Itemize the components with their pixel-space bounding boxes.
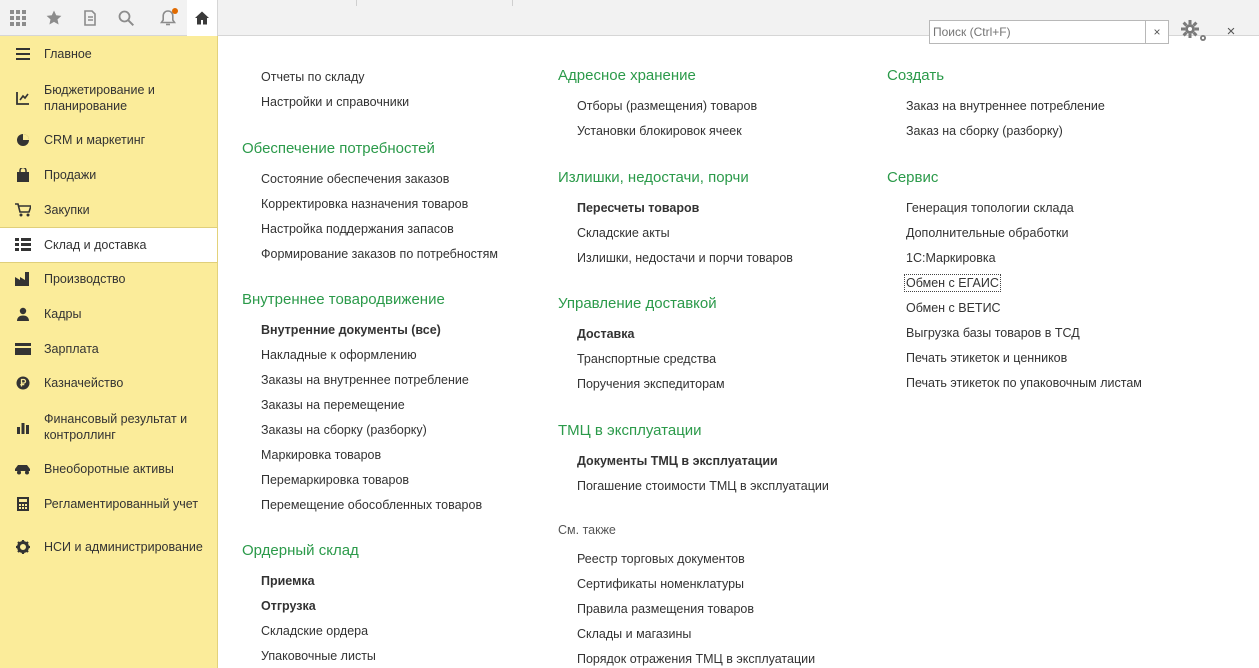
link-item[interactable]: Доставка [577, 327, 635, 341]
link-item[interactable]: Реестр торговых документов [577, 552, 745, 566]
sidebar-item-label: Бюджетирование и планирование [44, 83, 155, 113]
sidebar-item-hr[interactable] [0, 304, 217, 324]
gear-icon [14, 538, 32, 556]
home-button[interactable] [187, 0, 218, 36]
link-item[interactable]: Погашение стоимости ТМЦ в эксплуатации [577, 479, 829, 493]
link-item[interactable]: Поручения экспедиторам [577, 377, 725, 391]
sidebar-item-crm[interactable] [0, 130, 217, 150]
pie-icon [14, 131, 32, 149]
star-icon[interactable] [36, 0, 72, 36]
person-icon [14, 305, 32, 323]
link-item[interactable]: Склады и магазины [577, 627, 692, 641]
link-item[interactable]: Излишки, недостачи и порчи товаров [577, 251, 793, 265]
link-item[interactable]: Заказ на сборку (разборку) [906, 124, 1063, 138]
sidebar-item-label: Регламентированный учет [44, 497, 199, 511]
history-icon[interactable] [72, 0, 108, 36]
card-icon [14, 340, 32, 358]
settings-gear-button[interactable] [1179, 18, 1209, 44]
link-item[interactable]: Перемаркировка товаров [261, 473, 410, 487]
grid-icon [14, 236, 32, 254]
sidebar-item-label: Казначейство [44, 376, 124, 390]
sidebar-item-financial-result[interactable] [0, 409, 217, 445]
link-item[interactable]: 1С:Маркировка [906, 251, 996, 265]
link-item[interactable]: Заказ на внутреннее потребление [906, 99, 1105, 113]
sidebar-item-main[interactable] [0, 44, 217, 64]
car-icon [14, 460, 32, 478]
link-item[interactable]: Настройка поддержания запасов [261, 222, 454, 236]
sidebar-item-label: CRM и маркетинг [44, 133, 146, 147]
sidebar-item-warehouse[interactable] [0, 227, 217, 263]
section-heading: Сервис [887, 169, 939, 186]
link-item[interactable]: Генерация топологии склада [906, 201, 1074, 215]
apps-grid-icon[interactable] [0, 0, 36, 36]
link-warehouse-reports[interactable]: Отчеты по складу [261, 70, 365, 84]
sidebar-item-label: Склад и доставка [44, 238, 147, 252]
link-item[interactable]: Отборы (размещения) товаров [577, 99, 758, 113]
sidebar-item-fixed-assets[interactable] [0, 459, 217, 479]
close-icon: × [1226, 22, 1236, 40]
link-item[interactable]: Дополнительные обработки [906, 226, 1069, 240]
link-item[interactable]: Печать этикеток и ценников [906, 351, 1068, 365]
see-also-heading: См. также [558, 523, 616, 537]
section-heading: Управление доставкой [558, 295, 717, 312]
sidebar-item-label: Продажи [44, 168, 97, 182]
bar-chart-icon [14, 418, 32, 436]
tab-separator [512, 0, 513, 6]
link-item[interactable]: Складские акты [577, 226, 670, 240]
sidebar-item-purchases[interactable] [0, 200, 217, 220]
clear-icon: × [1153, 25, 1161, 39]
link-item[interactable]: Обмен с ВЕТИС [906, 301, 1001, 315]
section-heading: Излишки, недостачи, порчи [558, 169, 749, 186]
link-item[interactable]: Приемка [261, 574, 315, 588]
link-item[interactable]: Порядок отражения ТМЦ в эксплуатации [577, 652, 816, 666]
tab-separator [356, 0, 357, 6]
search-icon[interactable] [108, 0, 144, 36]
bag-icon [14, 166, 32, 184]
link-item[interactable]: Печать этикеток по упаковочным листам [906, 376, 1142, 390]
bell-icon[interactable] [150, 0, 186, 36]
section-heading: Обеспечение потребностей [242, 140, 435, 157]
close-panel-button[interactable] [1222, 22, 1240, 40]
link-item[interactable]: Пересчеты товаров [577, 201, 700, 215]
sidebar-item-regulated-accounting[interactable] [0, 494, 217, 514]
chart-budget-icon [14, 89, 32, 107]
settings-gear-icon [1179, 18, 1209, 44]
sidebar-item-production[interactable] [0, 269, 217, 289]
sidebar-item-sales[interactable] [0, 165, 217, 185]
link-item[interactable]: Правила размещения товаров [577, 602, 755, 616]
link-item[interactable]: Заказы на сборку (разборку) [261, 423, 427, 437]
sidebar-item-treasury[interactable] [0, 373, 217, 393]
calculator-icon [14, 495, 32, 513]
link-item[interactable]: Заказы на внутреннее потребление [261, 373, 469, 387]
link-item[interactable]: Перемещение обособленных товаров [261, 498, 483, 512]
link-item[interactable]: Складские ордера [261, 624, 369, 638]
link-settings-catalogs[interactable]: Настройки и справочники [261, 95, 410, 109]
link-item[interactable]: Упаковочные листы [261, 649, 376, 663]
link-item[interactable]: Документы ТМЦ в эксплуатации [577, 454, 778, 468]
sidebar-item-label: Кадры [44, 307, 82, 321]
sidebar [0, 36, 218, 668]
section-heading: Адресное хранение [558, 67, 696, 84]
notification-dot [172, 8, 178, 14]
search-input-box[interactable] [929, 20, 1148, 44]
sidebar-item-label: НСИ и администрирование [44, 540, 203, 554]
link-item[interactable]: Формирование заказов по потребностям [261, 247, 499, 261]
link-item[interactable]: Выгрузка базы товаров в ТСД [906, 326, 1080, 340]
link-item[interactable]: Установки блокировок ячеек [577, 124, 742, 138]
sidebar-item-label: Зарплата [44, 342, 99, 356]
factory-icon [14, 270, 32, 288]
link-item[interactable]: Заказы на перемещение [261, 398, 405, 412]
search-clear-button[interactable] [1145, 20, 1169, 44]
section-heading: ТМЦ в эксплуатации [558, 422, 702, 439]
link-item[interactable]: Сертификаты номенклатуры [577, 577, 745, 591]
menu-lines-icon [14, 45, 32, 63]
section-heading: Ордерный склад [242, 542, 359, 559]
link-item-focused[interactable]: Обмен с ЕГАИС [906, 276, 999, 290]
link-item[interactable]: Транспортные средства [577, 352, 717, 366]
link-item[interactable]: Внутренние документы (все) [261, 323, 441, 337]
sidebar-item-label: Закупки [44, 203, 90, 217]
sidebar-item-label: Производство [44, 272, 126, 286]
cart-icon [14, 201, 32, 219]
sidebar-item-label: Главное [44, 47, 92, 61]
sidebar-item-salary[interactable] [0, 339, 217, 359]
link-item[interactable]: Отгрузка [261, 599, 316, 613]
sidebar-item-budgeting[interactable] [0, 80, 217, 116]
link-item[interactable]: Корректировка назначения товаров [261, 197, 469, 211]
sidebar-item-nsi-admin[interactable] [0, 529, 217, 565]
section-heading: Внутреннее товародвижение [242, 291, 445, 308]
sidebar-item-label: Внеоборотные активы [44, 462, 174, 476]
search-input[interactable] [930, 21, 1130, 43]
sidebar-item-label: Финансовый результат и контроллинг [44, 412, 188, 442]
link-item[interactable]: Накладные к оформлению [261, 348, 417, 362]
section-heading: Создать [887, 67, 945, 84]
home-icon [194, 10, 210, 26]
link-item[interactable]: Маркировка товаров [261, 448, 382, 462]
coin-icon [14, 374, 32, 392]
link-item[interactable]: Состояние обеспечения заказов [261, 172, 450, 186]
